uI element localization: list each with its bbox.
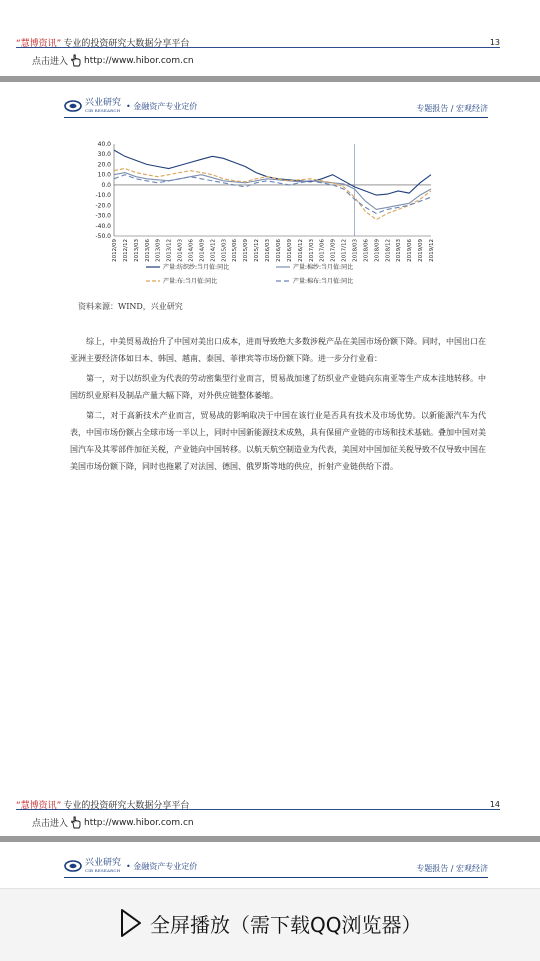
x-tick-label: 2019/03 [396,239,403,262]
link-prefix: 点击进入 [32,57,69,67]
logo-en: CIB RESEARCH [85,108,121,113]
y-tick-label: 20.0 [97,161,111,169]
y-tick-label: -30.0 [95,212,111,220]
cib-logo-icon [64,100,82,112]
x-tick-label: 2016/03 [265,239,272,262]
x-tick-label: 2014/12 [210,239,217,262]
x-tick-label: 2012/09 [112,239,118,262]
paragraph-1: 综上，中美贸易战抬升了中国对美出口成本，进而导致绝大多数涉税产品在美国市场份额下降。同时，中国出口在亚洲主要经济体如日本、韩国、越南、泰国、菲律宾等市场份额下降。进一步分行业看： [70,337,486,363]
cib-logo-3 [64,859,197,873]
x-tick-label: 2013/12 [166,239,173,262]
page-header-2 [0,798,540,836]
report-category: 专题报告 / 宏观经济 [416,104,488,113]
cib-logo-icon [64,860,82,872]
x-tick-label: 2015/12 [254,239,261,262]
hand-pointer-icon [70,54,82,67]
x-tick-label: 2013/03 [133,239,140,262]
x-tick-label: 2019/06 [407,239,414,262]
header-brand: “慧博资讯” [16,39,62,49]
x-tick-label: 2018/09 [374,239,381,262]
link-prefix-2: 点击进入 [32,819,69,829]
body-text [70,333,486,478]
x-tick-label: 2014/09 [199,239,206,262]
x-tick-label: 2013/06 [144,239,151,262]
x-tick-label: 2017/09 [330,239,337,262]
report-category-3: 专题报告 / 宏观经济 [416,864,488,873]
logo-cn: 兴业研究 [85,98,122,108]
document-header-3 [64,857,488,881]
legend-label: 产量:棉布:当月值:同比 [293,278,354,285]
link-url-2[interactable]: http://www.hibor.com.cn [84,817,194,828]
x-tick-label: 2019/12 [429,239,435,262]
x-tick-label: 2018/06 [363,239,370,262]
document-header-rule-3 [64,877,488,878]
x-tick-label: 2016/12 [297,239,304,262]
header-rule-2 [16,809,500,810]
x-tick-label: 2015/09 [243,239,250,262]
x-tick-label: 2013/09 [155,239,162,262]
y-tick-label: 30.0 [97,151,111,159]
legend-label: 产量:布:当月值:同比 [163,278,218,285]
document-page-1 [0,0,540,80]
x-tick-label: 2017/03 [308,239,315,262]
play-icon [118,907,144,939]
logo-tagline: • 金融资产专业定价 [126,101,198,111]
y-tick-label: -10.0 [95,192,111,200]
y-tick-label: 10.0 [97,171,111,179]
fullscreen-play-button[interactable] [118,907,421,939]
series-line-1 [114,150,431,195]
x-tick-label: 2014/03 [177,239,184,262]
header-slogan-2: 专业的投资研究大数据分享平台 [63,801,190,811]
x-tick-label: 2012/12 [122,239,129,262]
cib-logo [64,99,197,113]
header-brand-2: “慧博资讯” [16,801,62,811]
logo-en-3: CIB RESEARCH [85,868,121,873]
header-slogan: 专业的投资研究大数据分享平台 [63,39,190,49]
legend-label: 产量:棉纱:当月值:同比 [293,264,354,271]
fullscreen-play-label: 全屏播放（需下载QQ浏览器） [150,912,422,937]
paragraph-3: 第二，对于高新技术产业而言，贸易战的影响取决于中国在该行业是否具有技术及市场优势。以新能源汽车为代表，中国市场份额占全球市场一半以上，同时中国新能源技术成熟，具有保留产业链的市场和技术基础。叠加中国对美国汽车及其零部件加征关税，产业链向中国转移。以航天航空制造业为代表，美国对中国加征关税导致不仅导致中国在美国市场份额下降，同时也拖累了对法国、德国、俄罗斯等地的供应，折射产业链供给下滑。 [70,411,486,471]
x-tick-label: 2017/06 [319,239,326,262]
paragraph-2: 第一，对于以纺织业为代表的劳动密集型行业而言，贸易战加速了纺织业产业链向东南亚等生产成本洼地转移。中国纺织业原料及制品产量大幅下降，对外供应链整体萎缩。 [70,374,486,400]
chart-source: 资料来源：WIND，兴业研究 [78,302,183,311]
x-tick-label: 2015/06 [232,239,239,262]
header-link-line-2[interactable] [32,816,194,829]
y-tick-label: -50.0 [95,233,111,240]
hand-pointer-icon [70,816,82,829]
page-number: 13 [489,38,500,47]
y-tick-label: 0.0 [101,181,111,189]
page-header-1 [0,36,540,74]
x-tick-label: 2019/09 [418,239,425,262]
document-header-rule [64,117,488,118]
y-tick-label: 40.0 [97,141,111,148]
x-tick-label: 2018/03 [352,239,359,262]
x-tick-label: 2018/12 [385,239,392,262]
x-tick-label: 2017/12 [341,239,348,262]
production-yoy-line-chart [86,140,436,290]
page-number-2: 14 [489,800,500,809]
legend-label: 产量:纺织纱:当月值:同比 [163,264,230,271]
x-tick-label: 2016/09 [286,239,293,262]
y-tick-label: -40.0 [95,222,111,230]
x-tick-label: 2016/06 [275,239,282,262]
x-tick-label: 2014/06 [188,239,195,262]
logo-cn-3: 兴业研究 [85,858,122,868]
y-tick-label: -20.0 [95,202,111,210]
x-tick-label: 2015/03 [221,239,228,262]
logo-tagline-3: • 金融资产专业定价 [126,861,198,871]
header-link-line[interactable] [32,54,194,67]
header-rule [16,47,500,48]
document-header [64,97,488,121]
link-url[interactable]: http://www.hibor.com.cn [84,55,194,66]
